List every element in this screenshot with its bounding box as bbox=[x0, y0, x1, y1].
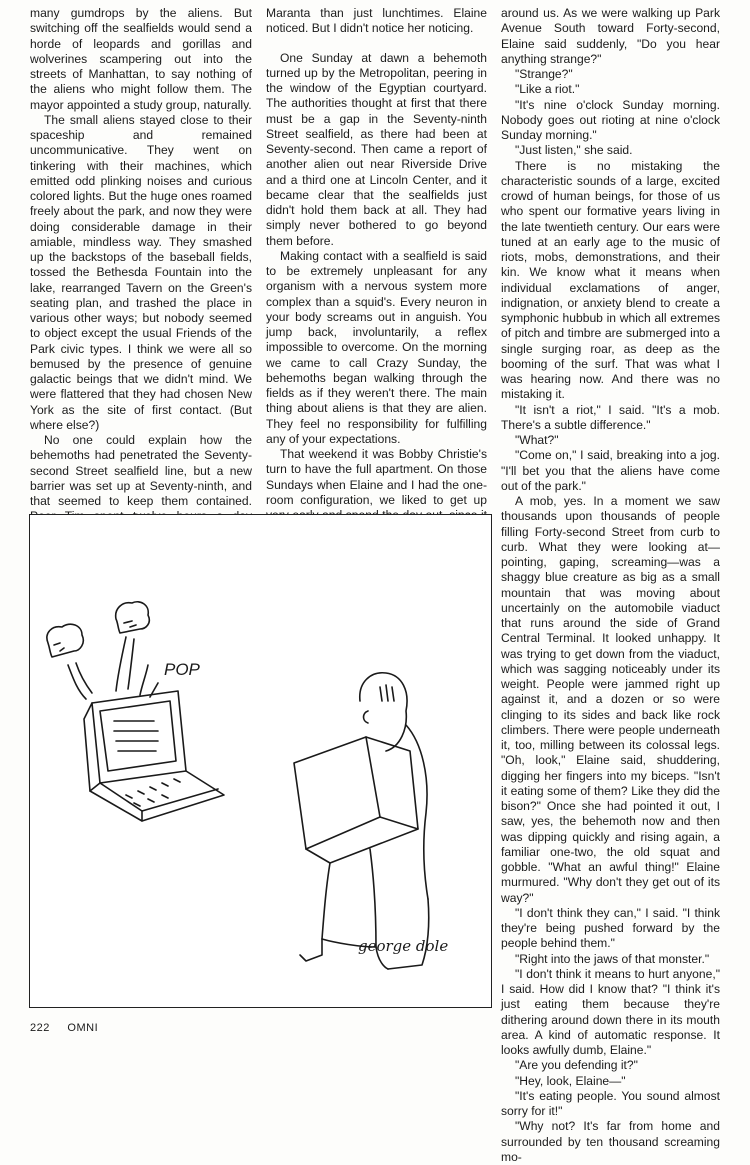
paragraph: "Just listen," she said. bbox=[515, 143, 633, 158]
paragraph: "It's nine o'clock Sunday morning. Nobody goes out rioting at nine o'clock Sunday morning." bbox=[501, 97, 720, 142]
paragraph: "What?" bbox=[515, 433, 559, 447]
page-footer bbox=[30, 1022, 112, 1034]
paragraph: "Like a riot." bbox=[515, 82, 580, 97]
cartoon-drawing bbox=[30, 515, 491, 1007]
text-column-3 bbox=[501, 6, 720, 1165]
paragraph: "Why not? It's far from home and surrounded by ten thousand screaming mo- bbox=[501, 1119, 720, 1164]
paragraph: "Come on," I said, breaking into a jog. "I'll bet you that the aliens have come out of the park." bbox=[501, 448, 720, 493]
toast-right-icon bbox=[116, 602, 150, 633]
magazine-name: OMNI bbox=[67, 1022, 99, 1034]
paragraph: many gumdrops by the aliens. But switching off the sealfields would send a horde of leopards and gorillas and wolverines scampering out into the streets of Manhattan, to say nothing of the aliens who might follow them. The mayor appointed a study group, naturally. bbox=[30, 6, 252, 112]
page-number: 222 bbox=[30, 1022, 50, 1034]
paragraph: "I don't think it means to hurt anyone," I said. How did I know that? "I think it's just eating them because they're dithering around down there in its mouth area. A kind of automatic response. It looks awfully dumb, Elaine." bbox=[501, 966, 720, 1057]
paragraph: One Sunday at dawn a behemoth turned up by the Metropolitan, peering in the window of the Egyptian courtyard. The authorities thought at first that there must be a gap in the Seventy-ninth Street sealfield, as there had been at Seventy-second. Then came a report of another alien out near Riverside Drive and a third one at Lincoln Center, and it became clear that the sealfields just didn't hold them back at all. They had simply never bothered to go beyond them before. bbox=[266, 50, 487, 248]
paragraph: "I don't think they can," I said. "I think they're being pushed forward by the people behind them." bbox=[501, 905, 720, 951]
cartoon-illustration bbox=[29, 514, 492, 1008]
paragraph: Maranta than just lunchtimes. Elaine noticed. But I didn't notice her noticing. bbox=[266, 6, 487, 36]
artist-signature: george dole bbox=[358, 937, 449, 955]
paragraph: A mob, yes. In a moment we saw thousands upon thousands of people filling Forty-second Street from curb to curb. What they were looking at—pointing, gaping, screaming—was a shaggy blue creature as big as a small mountain that was moving about uncertainly on the automobile viaduct that runs around the side of Grand Central Terminal. It looked unhappy. It was trying to get down from the viaduct, which was sagging noticeably under its weight. People were jammed right up against it, and a dozen or so were clinging to its sides and back like rock climbers. There were people underneath it, too, milling between its colossal legs. "Oh, look," Elaine said, shuddering, digging her fingers into my biceps. "Isn't it eating some of them? Like they did the bison?" Once she had pointed it out, I saw, yes, the behemoth now and then was dipping quickly and rising again, a familiar one-two, the old squat and gobble. "What an awful thing!" Elaine murmured. "Why don't they get out of its way?" bbox=[501, 494, 720, 905]
toast-left-icon bbox=[47, 624, 83, 657]
paragraph: "It's eating people. You sound almost sorry for it!" bbox=[501, 1088, 720, 1118]
paragraph: "Right into the jaws of that monster." bbox=[515, 951, 710, 966]
text-column-2 bbox=[266, 6, 487, 554]
paragraph: Making contact with a sealfield is said to be extremely unpleasant for any organism with a nervous system more complex than a squid's. Every neuron in your body screams out in anguish. You jump back, involuntarily, a reflex impossible to overcome. On the morning we came to call Crazy Sunday, the behemoths began walking through the fields as if they weren't there. The main thing about aliens is that they are alien. They feel no responsibility for fulfilling any of your expectations. bbox=[266, 248, 487, 446]
paragraph: The small aliens stayed close to their spaceship and remained uncommunicative. They went on tinkering with their machines, which emitted odd plinking noises and curious colored lights. But the huge ones roamed freely about the park, and now they were doing considerable damage in their amiable, mindless way. They smashed up the backstops of the baseball fields, tossed the Bethesda Fountain into the lake, rearranged Tavern on the Green's seating plan, and trashed the place in various other ways; but nobody seemed to object except the usual Friends of the Park civic types. I think we were all so bemused by the presence of genuine galactic beings that we didn't mind. We were flattered that they had chosen New York as the site of first contact. (But where else?) bbox=[30, 112, 252, 432]
computer-toaster bbox=[84, 691, 224, 821]
paragraph: "Hey, look, Elaine—" bbox=[515, 1073, 626, 1088]
man-reading-newspaper bbox=[294, 673, 429, 969]
sound-effect-text: POP bbox=[164, 660, 200, 679]
paragraph: "Are you defending it?" bbox=[515, 1058, 638, 1073]
paragraph: That weekend it was Bobby Christie's turn to have the full apartment. On those Sundays when Elaine and I had the one-room configuration, we liked to get up bbox=[266, 447, 487, 507]
paragraph: There is no mistaking the characteristic sounds of a large, excited crowd of human beings, for those of us who spent our formative years living in the late twentieth century. Our ears were tuned at an early age to the music of riots, mobs, demonstrations, and their kin. We know what it means when individual exclamations of anger, indignation, or anxiety blend to create a symphonic hubbub in which all extremes of pitch and timbre are submerged into a single surging roar, as deep as the booming of the surf. That was what I was hearing now. And there was no mistaking it. bbox=[501, 158, 720, 402]
paragraph: "Strange?" bbox=[515, 67, 573, 81]
paragraph: around us. As we were walking up Park Avenue South toward Forty-second, Elaine said suddenly, "Do you hear anything strange?" bbox=[501, 6, 720, 66]
text-column-1 bbox=[30, 6, 252, 570]
paragraph: "It isn't a riot," I said. "It's a mob. There's a subtle difference." bbox=[501, 402, 720, 432]
paragraph: No one could explain how the behemoths had penetrated the Seventy-second Street sealfield line, but a new barrier was set up at Seventy-ninth, and that seemed to keep them contained. bbox=[30, 433, 252, 508]
